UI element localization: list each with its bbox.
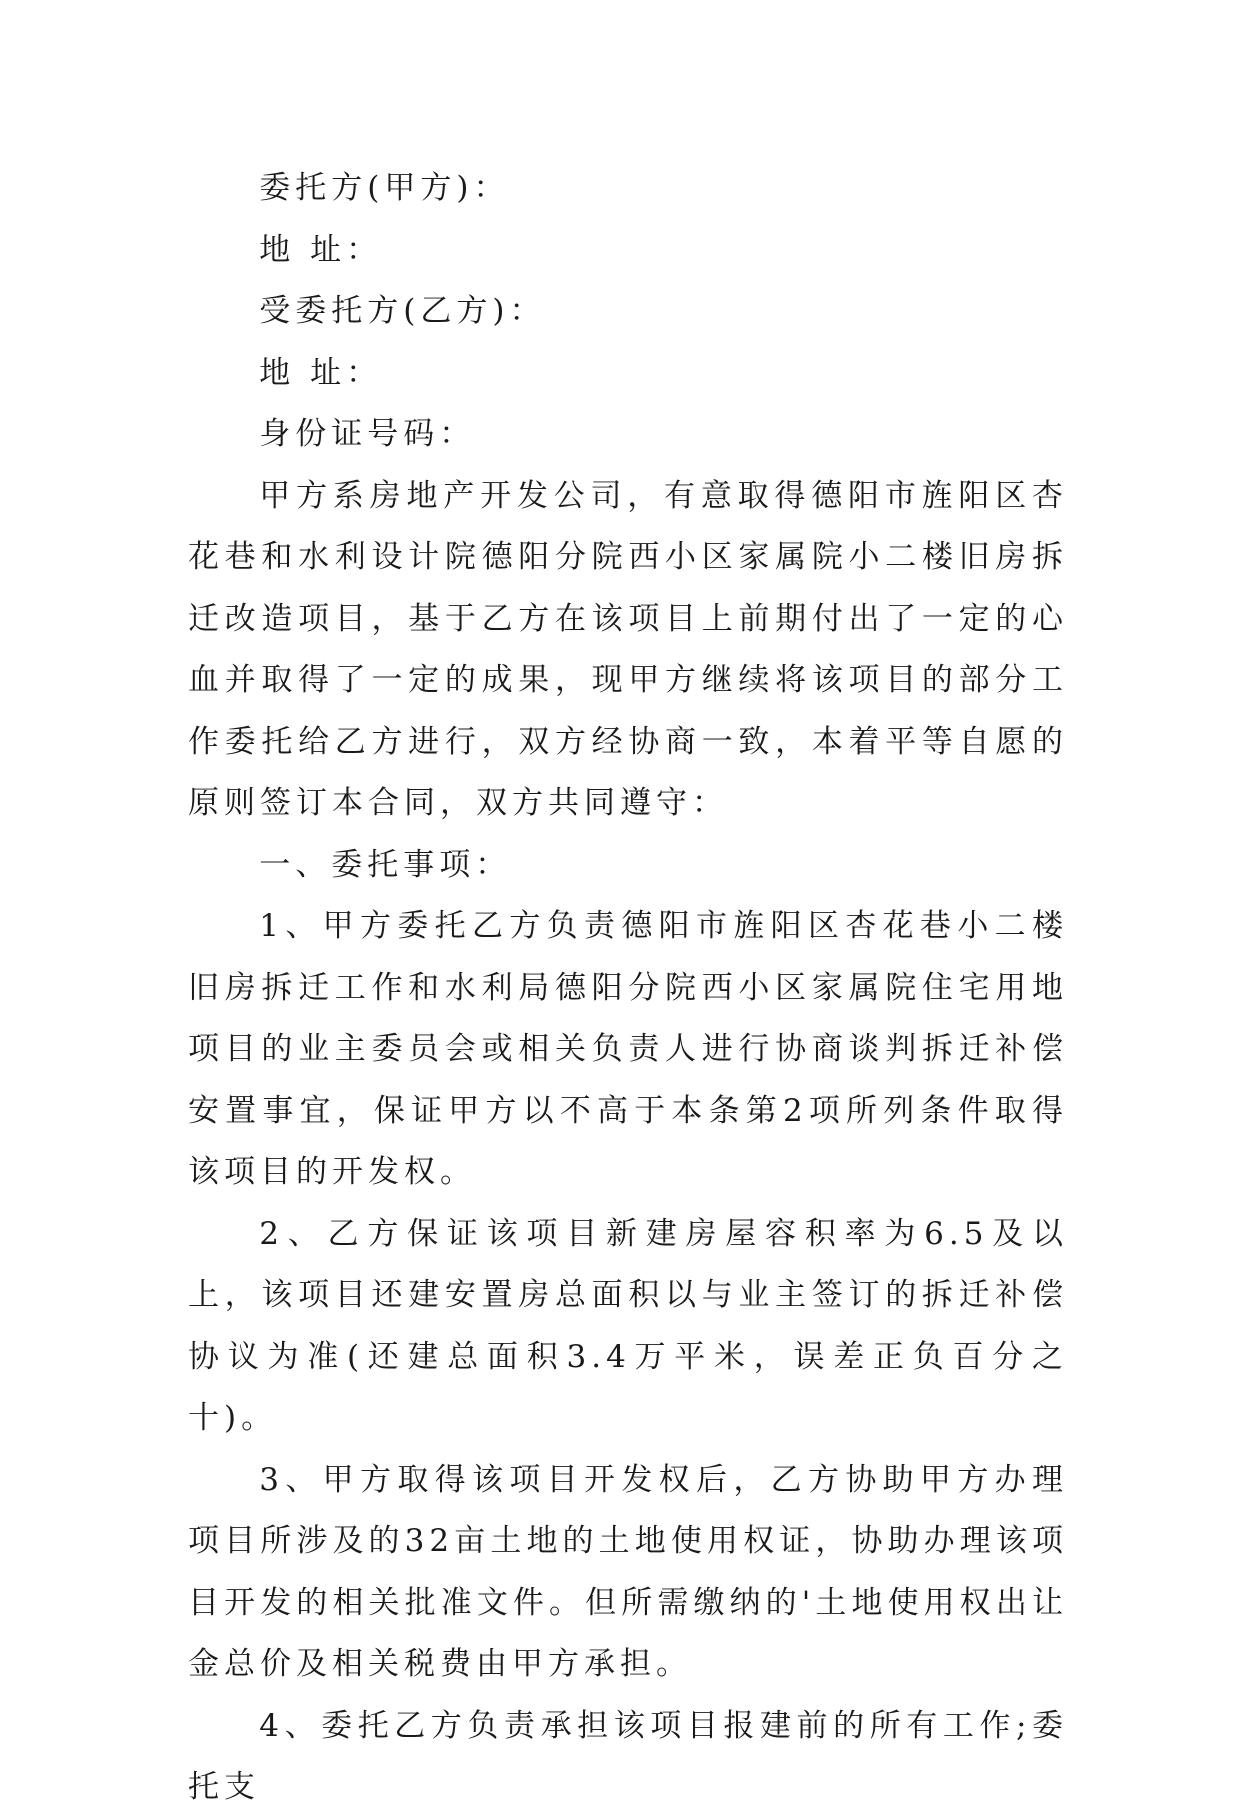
clause-4: 4、委托乙方负责承担该项目报建前的所有工作;委托支 xyxy=(188,1707,1068,1805)
clause-2: 2、乙方保证该项目新建房屋容积率为6.5及以上，该项目还建安置房总面积以与业主签订的拆迁补偿协议为准(还建总面积3.4万平米，误差正负百分之十)。 xyxy=(188,1215,1068,1436)
preamble-paragraph: 甲方系房地产开发公司，有意取得德阳市旌阳区杏花巷和水利设计院德阳分院西小区家属院小二楼旧房拆迁改造项目，基于乙方在该项目上前期付出了一定的心血并取得了一定的成果，现甲方继续将该项目的部分工作委托给乙方进行，双方经协商一致，本着平等自愿的原则签订本合同，双方共同遵守： xyxy=(188,477,1068,821)
client-address-line: 地 址： xyxy=(259,231,383,268)
contract-body xyxy=(188,158,1068,1819)
clause-1: 1、甲方委托乙方负责德阳市旌阳区杏花巷小二楼旧房拆迁工作和水利局德阳分院西小区家属院住宅用地项目的业主委员会或相关负责人进行协商谈判拆迁补偿安置事宜，保证甲方以不高于本条第2项所列条件取得该项目的开发权。 xyxy=(188,908,1068,1190)
agent-address-line: 地 址： xyxy=(259,354,383,391)
client-party-line: 委托方(甲方)： xyxy=(259,170,510,206)
agent-party-line: 受委托方(乙方)： xyxy=(259,293,546,329)
clause-3: 3、甲方取得该项目开发权后，乙方协助甲方办理项目所涉及的32亩土地的土地使用权证，协助办理该项目开发的相关批准文件。但所需缴纳的'土地使用权出让金总价及相关税费由甲方承担。 xyxy=(188,1461,1068,1682)
section-heading: 一、委托事项： xyxy=(259,846,512,883)
id-number-line: 身份证号码： xyxy=(259,416,476,452)
